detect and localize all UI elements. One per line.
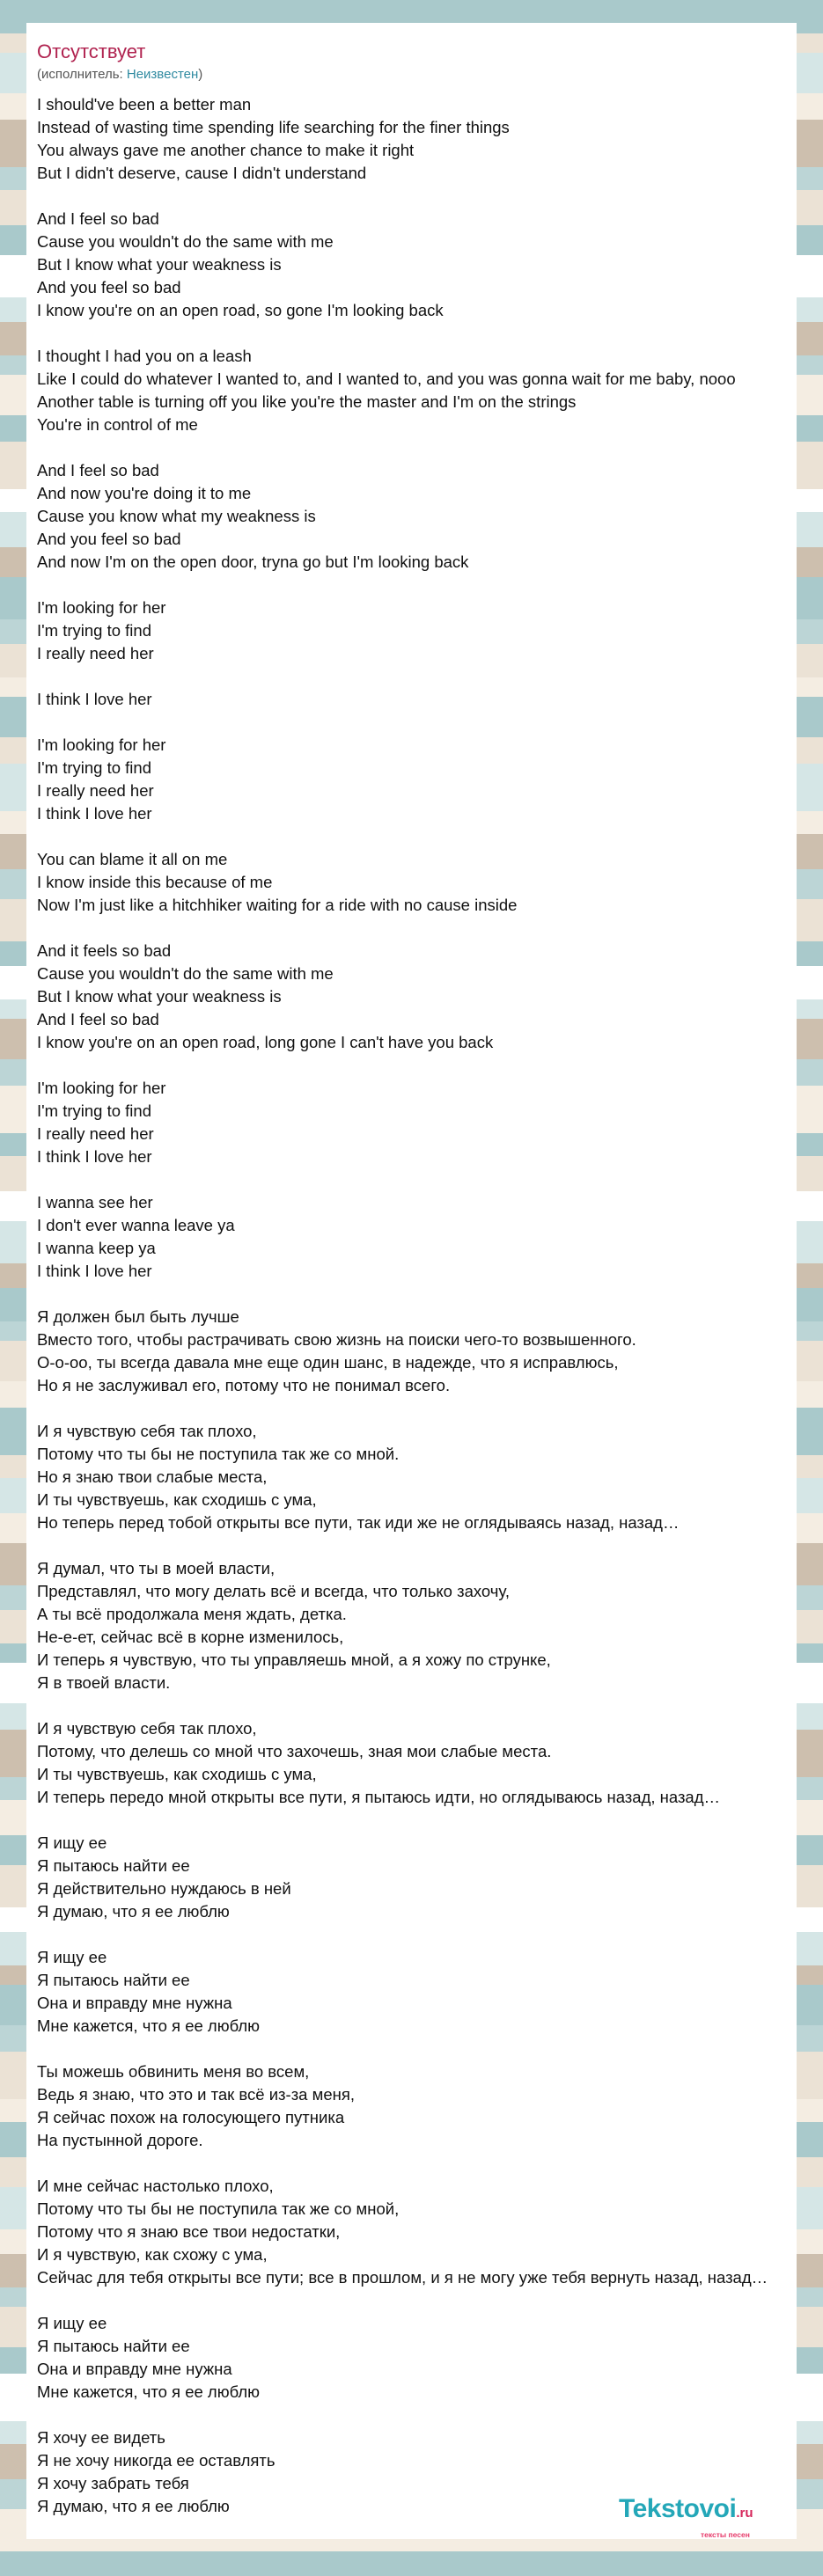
lyric-line: Я ищу ее xyxy=(37,2314,107,2332)
lyric-line: И я чувствую себя так плохо, xyxy=(37,1422,257,1440)
lyric-line xyxy=(37,1809,768,1832)
performer-link[interactable]: Неизвестен xyxy=(126,67,199,82)
lyric-line: И я чувствую, как схожу с ума, xyxy=(37,2245,268,2264)
lyric-line: Представлял, что могу делать всё и всегда, что только захочу, xyxy=(37,1582,510,1600)
lyric-line xyxy=(37,2289,768,2312)
lyric-line: And it feels so bad xyxy=(37,941,172,960)
lyric-line: Ведь я знаю, что это и так всё из-за меня, xyxy=(37,2085,355,2104)
lyric-line xyxy=(37,825,768,848)
lyric-line xyxy=(37,1283,768,1306)
lyric-line: Another table is turning off you like you're the master and I'm on the strings xyxy=(37,392,577,411)
lyric-line: I know you're on an open road, so gone I'm looking back xyxy=(37,301,444,319)
lyric-line: I think I love her xyxy=(37,1262,152,1280)
lyric-line xyxy=(37,2404,768,2426)
lyric-line: Вместо того, чтобы растрачивать свою жизнь на поиски чего-то возвышенного. xyxy=(37,1330,636,1349)
lyric-line: Cause you know what my weakness is xyxy=(37,507,316,525)
performer-label: (исполнитель: xyxy=(37,67,127,82)
lyric-line xyxy=(37,185,768,208)
lyric-line: Cause you wouldn't do the same with me xyxy=(37,964,334,983)
lyric-line xyxy=(37,1923,768,1946)
lyric-line: And you feel so bad xyxy=(37,278,181,296)
lyric-line: I'm looking for her xyxy=(37,735,166,754)
lyric-line: Мне кажется, что я ее люблю xyxy=(37,2016,261,2035)
lyric-line: Я хочу забрать тебя xyxy=(37,2474,189,2492)
lyric-line: Instead of wasting time spending life searching for the finer things xyxy=(37,118,510,136)
lyric-line: Я думаю, что я ее люблю xyxy=(37,2497,230,2515)
site-logo[interactable] xyxy=(619,2494,753,2524)
lyric-line: I'm trying to find xyxy=(37,758,151,777)
lyric-line xyxy=(37,2038,768,2060)
lyric-line: Я пытаюсь найти ее xyxy=(37,2337,190,2355)
lyric-line xyxy=(37,2152,768,2175)
lyric-line: Я не хочу никогда ее оставлять xyxy=(37,2451,276,2470)
lyric-line: Потому что ты бы не поступила так же со мной. xyxy=(37,1445,400,1463)
lyric-line: I think I love her xyxy=(37,804,152,823)
lyric-line xyxy=(37,1054,768,1077)
lyric-line: Ты можешь обвинить меня во всем, xyxy=(37,2062,310,2081)
lyric-line: And you feel so bad xyxy=(37,530,181,548)
lyric-line: Я хочу ее видеть xyxy=(37,2428,165,2447)
lyric-line: И мне сейчас настолько плохо, xyxy=(37,2177,274,2195)
lyric-line: Не-е-ет, сейчас всё в корне изменилось, xyxy=(37,1628,344,1646)
lyric-line: Я ищу ее xyxy=(37,1833,107,1852)
lyric-line: You can blame it all on me xyxy=(37,850,228,868)
lyric-line: I wanna keep ya xyxy=(37,1239,156,1257)
lyric-line: Я ищу ее xyxy=(37,1948,107,1966)
lyrics-text xyxy=(37,93,768,2518)
lyric-line: Я должен был быть лучше xyxy=(37,1307,239,1326)
lyric-line: I'm trying to find xyxy=(37,621,151,640)
lyric-line: Я действительно нуждаюсь в ней xyxy=(37,1879,291,1898)
lyric-line: На пустынной дороге. xyxy=(37,2131,203,2149)
lyric-line: Я думал, что ты в моей власти, xyxy=(37,1559,276,1577)
lyric-line xyxy=(37,665,768,688)
lyric-line: I know inside this because of me xyxy=(37,873,273,891)
lyric-line: Now I'm just like a hitchhiker waiting for a ride with no cause inside xyxy=(37,896,518,914)
lyric-line: Я сейчас похож на голосующего путника xyxy=(37,2108,345,2126)
lyric-line: And I feel so bad xyxy=(37,209,159,228)
lyric-line: Я пытаюсь найти ее xyxy=(37,1856,190,1875)
lyric-line: Потому что я знаю все твои недостатки, xyxy=(37,2222,341,2241)
lyric-line: I know you're on an open road, long gone I can't have you back xyxy=(37,1033,494,1051)
lyric-line xyxy=(37,711,768,734)
lyric-line: I really need her xyxy=(37,1124,154,1143)
lyric-line: But I know what your weakness is xyxy=(37,987,282,1006)
lyric-line: А ты всё продолжала меня ждать, детка. xyxy=(37,1605,347,1623)
song-title: Отсутствует xyxy=(37,40,146,62)
lyric-line: Она и вправду мне нужна xyxy=(37,1994,232,2012)
logo-tagline: тексты песен xyxy=(701,2530,750,2539)
lyric-line xyxy=(37,1397,768,1420)
lyric-line xyxy=(37,1694,768,1717)
lyric-line: Я думаю, что я ее люблю xyxy=(37,1902,230,1921)
lyric-line: Cause you wouldn't do the same with me xyxy=(37,232,334,251)
lyric-line: I wanna see her xyxy=(37,1193,153,1211)
lyric-line: I'm looking for her xyxy=(37,598,166,617)
lyric-line: I really need her xyxy=(37,781,154,800)
lyric-line: Like I could do whatever I wanted to, and I wanted to, and you was gonna wait for me baby, nooo xyxy=(37,370,736,388)
lyric-line xyxy=(37,436,768,459)
lyric-line: И ты чувствуешь, как сходишь с ума, xyxy=(37,1765,317,1783)
lyric-line: I'm trying to find xyxy=(37,1101,151,1120)
lyric-line: Но я не заслуживал его, потому что не понимал всего. xyxy=(37,1376,451,1394)
lyric-line: I should've been a better man xyxy=(37,95,252,113)
lyric-line: И теперь я чувствую, что ты управляешь мной, а я хожу по струнке, xyxy=(37,1650,551,1669)
lyric-line: I really need her xyxy=(37,644,154,662)
lyric-line: Сейчас для тебя открыты все пути; все в прошлом, и я не могу уже тебя вернуть назад, назад… xyxy=(37,2268,768,2287)
lyric-line: Но теперь перед тобой открыты все пути, так иди же не оглядываясь назад, назад… xyxy=(37,1513,680,1532)
background-stripe xyxy=(0,2551,823,2576)
lyric-line xyxy=(37,1168,768,1191)
lyric-line: But I know what your weakness is xyxy=(37,255,282,274)
lyric-line: О-о-оо, ты всегда давала мне еще один шанс, в надежде, что я исправлюсь, xyxy=(37,1353,619,1372)
lyric-line: I think I love her xyxy=(37,690,152,708)
lyric-line: And now you're doing it to me xyxy=(37,484,252,502)
lyrics-card xyxy=(26,23,797,2539)
logo-tld: .ru xyxy=(736,2506,753,2521)
performer-close: ) xyxy=(198,67,203,82)
lyric-line: Мне кажется, что я ее люблю xyxy=(37,2382,261,2401)
lyric-line: И я чувствую себя так плохо, xyxy=(37,1719,257,1738)
lyric-line: И теперь передо мной открыты все пути, я пытаюсь идти, но оглядываюсь назад, назад… xyxy=(37,1788,721,1806)
lyric-line: I thought I had you on a leash xyxy=(37,347,252,365)
lyric-line: And I feel so bad xyxy=(37,461,159,479)
logo-text: Tekstovoi xyxy=(619,2494,737,2523)
lyric-line: Потому, что делешь со мной что захочешь, зная мои слабые места. xyxy=(37,1742,552,1760)
lyric-line: Она и вправду мне нужна xyxy=(37,2360,232,2378)
lyric-line: And now I'm on the open door, tryna go but I'm looking back xyxy=(37,553,469,571)
lyric-line xyxy=(37,574,768,596)
lyric-line: Потому что ты бы не поступила так же со мной, xyxy=(37,2199,400,2218)
lyric-line: Я пытаюсь найти ее xyxy=(37,1971,190,1989)
lyric-line: I'm looking for her xyxy=(37,1079,166,1097)
lyric-line: And I feel so bad xyxy=(37,1010,159,1028)
performer-line xyxy=(37,67,202,82)
lyric-line: You always gave me another chance to make it right xyxy=(37,141,415,159)
lyric-line: You're in control of me xyxy=(37,415,198,434)
lyric-line xyxy=(37,1534,768,1557)
lyric-line: И ты чувствуешь, как сходишь с ума, xyxy=(37,1490,317,1509)
lyric-line: I don't ever wanna leave ya xyxy=(37,1216,235,1234)
lyric-line: Но я знаю твои слабые места, xyxy=(37,1467,268,1486)
lyric-line: I think I love her xyxy=(37,1147,152,1166)
lyric-line xyxy=(37,917,768,940)
lyric-line: But I didn't deserve, cause I didn't understand xyxy=(37,164,367,182)
lyric-line xyxy=(37,322,768,345)
lyric-line: Я в твоей власти. xyxy=(37,1673,171,1692)
